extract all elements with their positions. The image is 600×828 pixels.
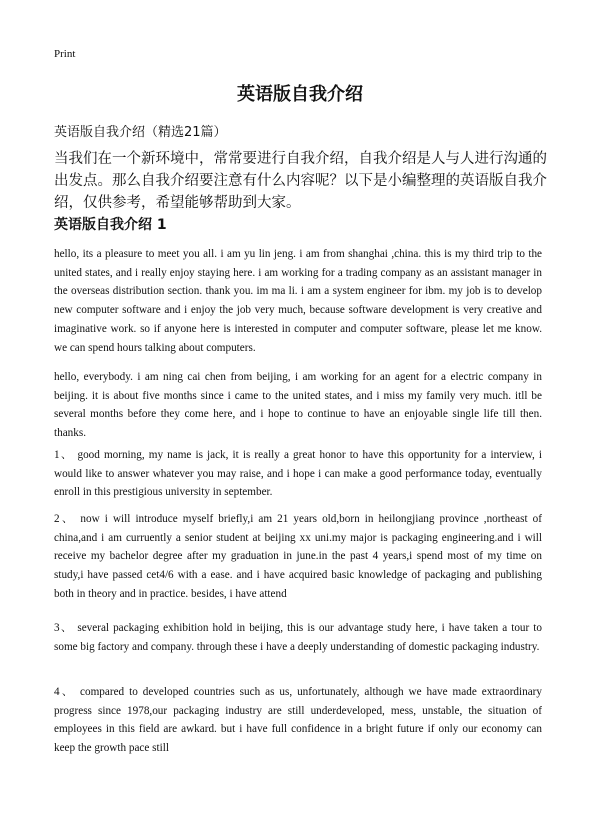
body-paragraph: hello, its a pleasure to meet you all. i am yu lin jeng. i am from shanghai ,china. this is my third trip to the united states, and i really enjoy staying here. i am working for a trading company as an assistant manager in the overseas distribution section. thank you. im ma li. i am a system engineer for ibm. my job is to develop new computer software and i enjoy the job very much, because software development is very creative and imaginative work. so if anyone here is interested in computer and computer software, please let me know. we can spend hours talking about computers. [54,248,542,354]
page-title: 英语版自我介绍 [237,84,363,105]
page-subtitle: 英语版自我介绍（精选21篇） [54,125,227,140]
section-heading: 英语版自我介绍 1 [54,217,167,233]
body-paragraph: 1、 good morning, my name is jack, it is really a great honor to have this opportunity for a interview, i would like to answer whatever you may raise, and i hope i can make a good performance today, eventually enroll in this prestigious university in september. [54,449,542,499]
body-paragraph: 2、 now i will introduce myself briefly,i am 21 years old,born in heilongjiang province ,northeast of china,and i am curruently a senior student at beijing xx uni.my major is packaging engineering.and i will receive my bachelor degree after my graduation in june.in the past 4 years,i spend most of my time on study,i have passed cet4/6 with a ease. and i have acquired basic knowledge of packaging and publishing both in theory and in practice. besides, i have attend [54,513,542,600]
print-link[interactable]: Print [54,48,76,60]
intro-paragraph: 当我们在一个新环境中，常常要进行自我介绍，自我介绍是人与人进行沟通的出发点。那么自我介绍要注意有什么内容呢？以下是小编整理的英语版自我介绍，仅供参考，希望能够帮助到大家。 [54,151,547,211]
body-paragraph: 3、 several packaging exhibition hold in beijing, this is our advantage study here, i have taken a tour to some big factory and company. through these i have a deeply understanding of domestic packaging industry. [54,622,542,653]
body-paragraph: hello, everybody. i am ning cai chen from beijing, i am working for an agent for a electric company in beijing. it is about five months since i came to the united states, and i miss my family very much. itll be several months before they come here, and i hope to continue to have an enjoyable single life till then. thanks. [54,371,542,440]
body-paragraph: 4、 compared to developed countries such as us, unfortunately, although we have made extraordinary progress since 1978,our packaging industry are still underdeveloped, mess, unstable, the situation of employees in this field are awkard. but i have full confidence in a bright future if only our economy can keep the growth pace still [54,686,542,755]
